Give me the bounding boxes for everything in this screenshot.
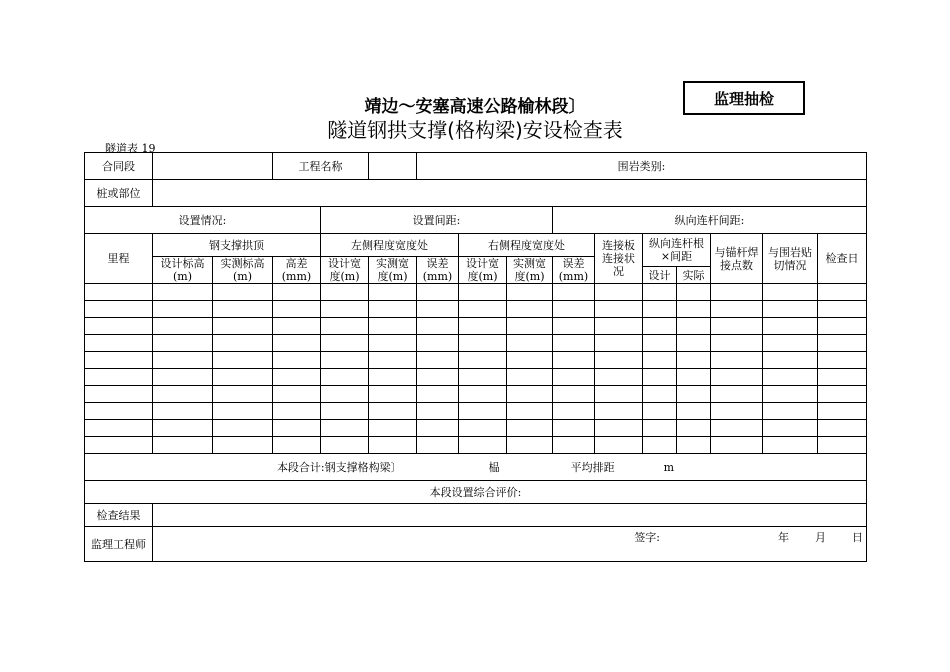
year-label: 年 (778, 531, 790, 544)
table-cell[interactable] (273, 437, 321, 454)
table-cell[interactable] (818, 420, 867, 437)
table-cell[interactable] (85, 318, 153, 335)
table-cell[interactable] (711, 437, 763, 454)
table-cell[interactable] (711, 318, 763, 335)
table-cell[interactable] (85, 420, 153, 437)
left-error-header: 误差(mm) (417, 257, 459, 284)
table-cell[interactable] (273, 352, 321, 369)
table-cell[interactable] (507, 369, 553, 386)
table-cell[interactable] (818, 437, 867, 454)
table-cell[interactable] (595, 335, 643, 352)
left-width-header: 左侧程度宽度处 (321, 234, 459, 257)
table-cell[interactable] (321, 301, 369, 318)
evaluation-label[interactable]: 本段设置综合评价: (85, 481, 867, 504)
table-cell[interactable] (677, 437, 711, 454)
spacing-label[interactable]: 设置间距: (321, 207, 553, 234)
table-cell[interactable] (711, 284, 763, 301)
table-row (85, 352, 867, 369)
table-cell[interactable] (85, 352, 153, 369)
table-cell[interactable] (321, 403, 369, 420)
table-cell[interactable] (677, 386, 711, 403)
table-cell[interactable] (153, 369, 213, 386)
table-cell[interactable] (85, 335, 153, 352)
subtotal-cell[interactable] (85, 454, 867, 481)
check-date-header: 检查日 (818, 234, 867, 284)
table-cell[interactable] (507, 437, 553, 454)
table-cell[interactable] (595, 369, 643, 386)
table-cell[interactable] (369, 403, 417, 420)
tie-spacing-label[interactable]: 纵向连杆间距: (553, 207, 867, 234)
table-cell[interactable] (153, 420, 213, 437)
table-cell[interactable] (213, 420, 273, 437)
table-cell[interactable] (369, 386, 417, 403)
table-cell[interactable] (369, 335, 417, 352)
data-rows (85, 284, 867, 454)
table-cell[interactable] (763, 437, 818, 454)
table-cell[interactable] (153, 318, 213, 335)
tie-design-header: 设计 (643, 267, 677, 284)
signature-cell[interactable] (153, 527, 867, 562)
table-cell[interactable] (417, 403, 459, 420)
table-cell[interactable] (417, 369, 459, 386)
table-cell[interactable] (369, 369, 417, 386)
table-cell[interactable] (677, 420, 711, 437)
table-cell[interactable] (273, 284, 321, 301)
table-cell[interactable] (321, 386, 369, 403)
table-cell[interactable] (818, 352, 867, 369)
right-error-header: 误差(mm) (553, 257, 595, 284)
left-design-header: 设计宽度(m) (321, 257, 369, 284)
table-cell[interactable] (677, 318, 711, 335)
table-cell[interactable] (763, 335, 818, 352)
sign-label: 签字: (634, 531, 661, 544)
table-cell[interactable] (213, 318, 273, 335)
setup-row (85, 207, 867, 234)
table-row (85, 318, 867, 335)
table-cell[interactable] (818, 369, 867, 386)
table-cell[interactable] (213, 352, 273, 369)
table-cell[interactable] (553, 437, 595, 454)
table-cell[interactable] (369, 437, 417, 454)
table-cell[interactable] (369, 318, 417, 335)
table-cell[interactable] (213, 437, 273, 454)
table-cell[interactable] (85, 386, 153, 403)
table-cell[interactable] (507, 335, 553, 352)
table-cell[interactable] (417, 284, 459, 301)
inspection-table (84, 152, 867, 562)
table-cell[interactable] (153, 301, 213, 318)
table-cell[interactable] (507, 403, 553, 420)
right-measured-header: 实测宽度(m) (507, 257, 553, 284)
table-cell[interactable] (321, 420, 369, 437)
subtotal-row (85, 454, 867, 481)
table-cell[interactable] (507, 420, 553, 437)
table-cell[interactable] (369, 420, 417, 437)
table-cell[interactable] (595, 420, 643, 437)
table-cell[interactable] (153, 386, 213, 403)
table-cell[interactable] (459, 386, 507, 403)
tie-actual-header: 实际 (677, 267, 711, 284)
table-cell[interactable] (153, 335, 213, 352)
table-cell[interactable] (677, 352, 711, 369)
table-cell[interactable] (213, 403, 273, 420)
table-cell[interactable] (763, 369, 818, 386)
table-cell[interactable] (677, 284, 711, 301)
table-cell[interactable] (711, 420, 763, 437)
table-cell[interactable] (763, 386, 818, 403)
table-row (85, 369, 867, 386)
table-cell[interactable] (507, 284, 553, 301)
table-cell[interactable] (321, 318, 369, 335)
table-cell[interactable] (643, 420, 677, 437)
table-cell[interactable] (763, 352, 818, 369)
table-cell[interactable] (85, 437, 153, 454)
table-cell[interactable] (595, 352, 643, 369)
table-cell[interactable] (643, 369, 677, 386)
contract-value-cell[interactable] (153, 153, 273, 180)
table-cell[interactable] (417, 335, 459, 352)
table-cell[interactable] (417, 420, 459, 437)
evaluation-row (85, 481, 867, 504)
arch-crown-header: 钢支撑拱顶 (153, 234, 321, 257)
table-cell[interactable] (321, 335, 369, 352)
table-cell[interactable] (507, 386, 553, 403)
station-row (85, 180, 867, 207)
table-cell[interactable] (459, 420, 507, 437)
rock-contact-header: 与围岩贴切情况 (763, 234, 818, 284)
table-cell[interactable] (643, 352, 677, 369)
table-cell[interactable] (711, 301, 763, 318)
table-cell[interactable] (213, 335, 273, 352)
table-cell[interactable] (321, 369, 369, 386)
table-cell[interactable] (553, 335, 595, 352)
table-cell[interactable] (213, 284, 273, 301)
table-cell[interactable] (595, 403, 643, 420)
table-cell[interactable] (507, 301, 553, 318)
table-cell[interactable] (417, 318, 459, 335)
right-design-header: 设计宽度(m) (459, 257, 507, 284)
table-cell[interactable] (595, 437, 643, 454)
table-cell[interactable] (459, 437, 507, 454)
table-cell[interactable] (643, 335, 677, 352)
table-cell[interactable] (763, 318, 818, 335)
setup-label[interactable]: 设置情况: (85, 207, 321, 234)
table-cell[interactable] (459, 352, 507, 369)
table-cell[interactable] (711, 369, 763, 386)
table-cell[interactable] (553, 301, 595, 318)
table-cell[interactable] (553, 403, 595, 420)
table-cell[interactable] (273, 335, 321, 352)
table-cell[interactable] (818, 318, 867, 335)
table-cell[interactable] (369, 301, 417, 318)
table-cell[interactable] (677, 369, 711, 386)
document-subtitle: 隧道钢拱支撑(格构梁)安设检查表 (327, 118, 623, 142)
table-cell[interactable] (507, 352, 553, 369)
table-cell[interactable] (553, 420, 595, 437)
right-width-header: 右侧程度宽度处 (459, 234, 595, 257)
table-cell[interactable] (213, 386, 273, 403)
table-cell[interactable] (369, 284, 417, 301)
table-cell[interactable] (321, 284, 369, 301)
table-cell[interactable] (553, 352, 595, 369)
table-cell[interactable] (763, 420, 818, 437)
mileage-header: 里程 (85, 234, 153, 284)
table-cell[interactable] (459, 335, 507, 352)
form-number: 隧道表 19 (105, 142, 156, 155)
table-cell[interactable] (459, 284, 507, 301)
unit-pieces: 榀 (488, 460, 500, 474)
station-value-cell[interactable] (153, 180, 867, 207)
table-cell[interactable] (273, 403, 321, 420)
table-cell[interactable] (818, 284, 867, 301)
table-cell[interactable] (818, 386, 867, 403)
table-cell[interactable] (85, 369, 153, 386)
table-cell[interactable] (417, 352, 459, 369)
table-cell[interactable] (818, 403, 867, 420)
table-row (85, 420, 867, 437)
table-cell[interactable] (417, 386, 459, 403)
table-cell[interactable] (369, 352, 417, 369)
result-row (85, 504, 867, 527)
table-cell[interactable] (711, 335, 763, 352)
month-label: 月 (815, 531, 827, 544)
result-value-cell[interactable] (153, 504, 867, 527)
table-cell[interactable] (595, 284, 643, 301)
table-cell[interactable] (595, 386, 643, 403)
table-row (85, 403, 867, 420)
document-title: 靖边～安塞高速公路榆林段〕 (364, 97, 586, 117)
project-name-value-cell[interactable] (369, 153, 417, 180)
anchor-weld-header: 与锚杆焊接点数 (711, 234, 763, 284)
table-cell[interactable] (553, 318, 595, 335)
table-cell[interactable] (818, 301, 867, 318)
table-cell[interactable] (643, 301, 677, 318)
table-cell[interactable] (417, 437, 459, 454)
header-row-1 (85, 234, 867, 257)
table-cell[interactable] (677, 301, 711, 318)
subtotal-label: 本段合计:钢支撑格构梁〕 (276, 460, 402, 474)
table-cell[interactable] (213, 301, 273, 318)
table-cell[interactable] (643, 403, 677, 420)
table-cell[interactable] (273, 301, 321, 318)
table-cell[interactable] (85, 403, 153, 420)
station-label: 桩或部位 (85, 180, 153, 207)
table-row (85, 301, 867, 318)
table-cell[interactable] (643, 318, 677, 335)
table-cell[interactable] (85, 284, 153, 301)
table-cell[interactable] (677, 335, 711, 352)
table-row (85, 284, 867, 301)
table-cell[interactable] (85, 301, 153, 318)
contract-label: 合同段 (85, 153, 153, 180)
table-cell[interactable] (459, 403, 507, 420)
table-cell[interactable] (321, 352, 369, 369)
left-measured-header: 实测宽度(m) (369, 257, 417, 284)
table-cell[interactable] (273, 318, 321, 335)
table-cell[interactable] (711, 386, 763, 403)
table-cell[interactable] (153, 284, 213, 301)
table-cell[interactable] (595, 301, 643, 318)
table-row (85, 437, 867, 454)
table-cell[interactable] (153, 403, 213, 420)
avg-spacing-label: 平均排距 (570, 460, 615, 474)
arch-design-header: 设计标高(m) (153, 257, 213, 284)
table-cell[interactable] (273, 386, 321, 403)
table-cell[interactable] (507, 318, 553, 335)
supervision-stamp: 监理抽检 (683, 81, 805, 115)
table-cell[interactable] (213, 369, 273, 386)
arch-diff-header: 高差(mm) (273, 257, 321, 284)
table-cell[interactable] (763, 403, 818, 420)
rock-class-label[interactable]: 围岩类别: (417, 153, 867, 180)
table-cell[interactable] (763, 301, 818, 318)
contract-row (85, 153, 867, 180)
table-cell[interactable] (595, 318, 643, 335)
table-cell[interactable] (818, 335, 867, 352)
table-row (85, 386, 867, 403)
table-cell[interactable] (553, 386, 595, 403)
project-name-label: 工程名称 (273, 153, 369, 180)
table-cell[interactable] (153, 352, 213, 369)
table-cell[interactable] (153, 437, 213, 454)
table-cell[interactable] (553, 284, 595, 301)
tie-rods-header: 纵向连杆根×间距 (643, 234, 711, 267)
plate-header: 连接板连接状况 (595, 234, 643, 284)
day-label: 日 (852, 531, 864, 544)
table-cell[interactable] (711, 352, 763, 369)
table-cell[interactable] (273, 420, 321, 437)
table-cell[interactable] (321, 437, 369, 454)
table-cell[interactable] (643, 284, 677, 301)
table-cell[interactable] (459, 369, 507, 386)
result-label: 检查结果 (85, 504, 153, 527)
table-cell[interactable] (459, 318, 507, 335)
table-cell[interactable] (417, 301, 459, 318)
engineer-row (85, 527, 867, 562)
table-cell[interactable] (273, 369, 321, 386)
arch-measured-header: 实测标高(m) (213, 257, 273, 284)
table-cell[interactable] (643, 437, 677, 454)
table-cell[interactable] (459, 301, 507, 318)
table-cell[interactable] (553, 369, 595, 386)
table-row (85, 335, 867, 352)
table-cell[interactable] (677, 403, 711, 420)
table-cell[interactable] (711, 403, 763, 420)
table-cell[interactable] (763, 284, 818, 301)
engineer-label: 监理工程师 (85, 527, 153, 562)
unit-m: m (663, 460, 675, 474)
table-cell[interactable] (643, 386, 677, 403)
